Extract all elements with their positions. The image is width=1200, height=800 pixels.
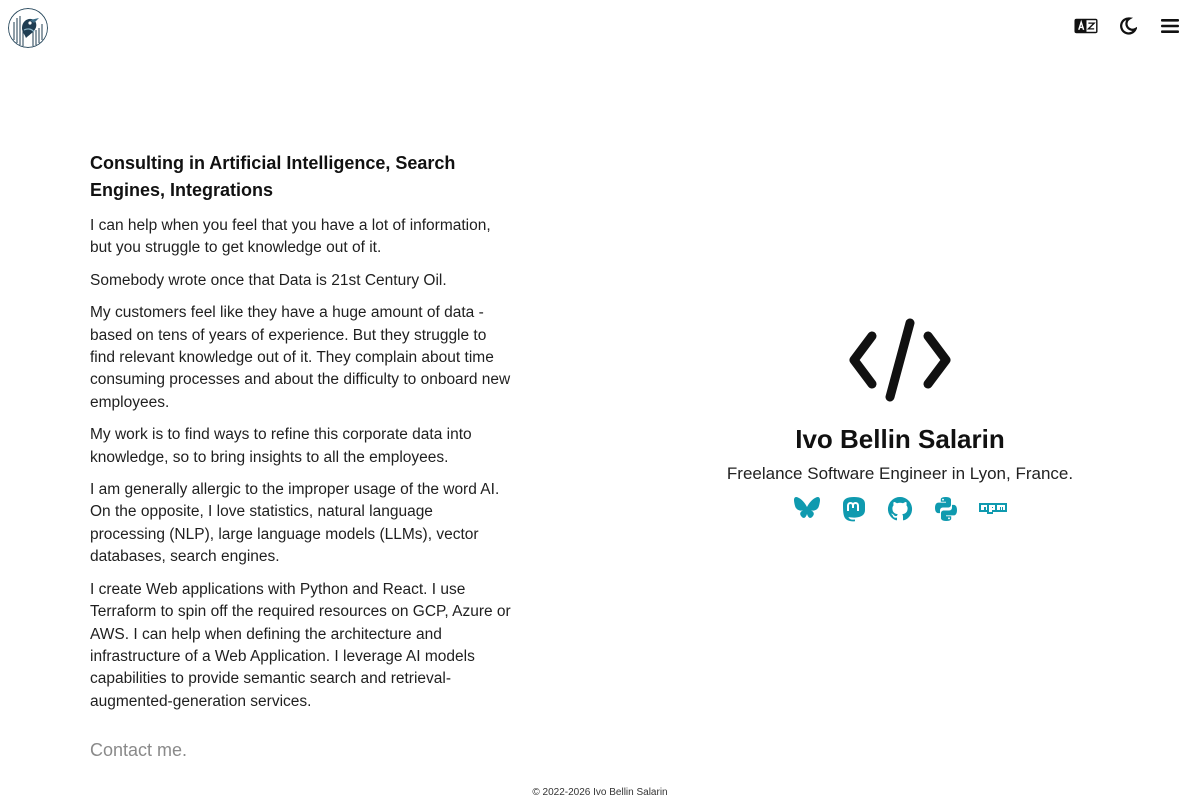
footer-copyright: © 2022-2026 Ivo Bellin Salarin — [532, 787, 668, 798]
translate-icon[interactable] — [1074, 14, 1098, 38]
intro-section — [90, 150, 512, 761]
dark-mode-icon[interactable] — [1116, 14, 1140, 38]
profile-name: Ivo Bellin Salarin — [795, 424, 1005, 454]
intro-heading: Consulting in Artificial Intelligence, Search Engines, Integrations — [90, 153, 456, 200]
mastodon-icon[interactable] — [841, 496, 867, 522]
logo-icon[interactable] — [8, 8, 48, 48]
intro-paragraph: I create Web applications with Python and React. I use Terraform to spin off the required resources on GCP, Azure or AWS. I can help when defining the architecture and infrastructure of a Web Application. I leverage AI models capabilities to provide semantic search and retrieval-augmented-generation services. — [90, 580, 511, 710]
intro-paragraph: My customers feel like they have a huge amount of data - based on tens of years of experience. But they struggle to find relevant knowledge out of it. They complain about time consuming processes and about the difficulty to onboard new employees. — [90, 304, 511, 411]
profile-section — [600, 318, 1200, 522]
top-toolbar — [1074, 14, 1182, 38]
intro-paragraph: I am generally allergic to the improper usage of the word AI. On the opposite, I love statistics, natural language processing (NLP), large language models (LLMs), vector databases, search engines. — [90, 481, 500, 566]
profile-subtitle: Freelance Software Engineer in Lyon, France. — [726, 464, 1074, 483]
social-links — [600, 496, 1200, 522]
menu-icon[interactable] — [1158, 14, 1182, 38]
intro-paragraph: My work is to find ways to refine this corporate data into knowledge, so to bring insights to all the employees. — [90, 426, 472, 466]
python-icon[interactable] — [933, 496, 959, 522]
npm-icon[interactable] — [979, 503, 1007, 515]
bluesky-icon[interactable] — [793, 496, 821, 522]
contact-link[interactable]: Contact me. — [90, 740, 188, 761]
intro-paragraph: Somebody wrote once that Data is 21st Century Oil. — [90, 271, 447, 289]
code-icon — [848, 318, 952, 402]
github-icon[interactable] — [887, 496, 913, 522]
intro-paragraph: I can help when you feel that you have a lot of information, but you struggle to get knowledge out of it. — [90, 217, 491, 257]
